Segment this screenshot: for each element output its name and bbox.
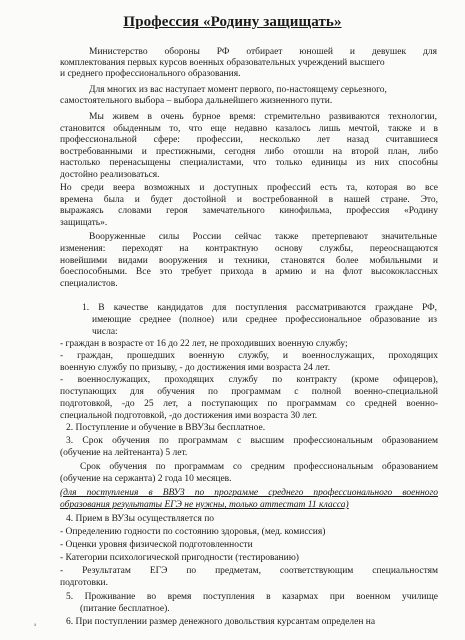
list-line: Срок обучения по программам со средним профессиональным образованием	[80, 462, 438, 472]
intro-line: настолько перенасыщены специалистами, что только единицы из них способны	[60, 158, 438, 168]
list-line: 4. Прием в ВУЗы осуществляется по	[66, 514, 215, 524]
list-line: имеющие среднее (полное) или среднее профессиональное образование из	[92, 315, 437, 325]
list-line: - граждан в возрасте от 16 до 22 лет, не проходивших военную службу;	[60, 339, 348, 349]
list-line: 3. Срок обучения по программам с высшим профессиональным образованием	[66, 436, 438, 446]
list-line: - граждан, прошедших военную службу, и военнослужащих, проходящих	[60, 351, 438, 361]
list-line: 6. При поступлении размер денежного довольствия курсантам определен на	[66, 617, 376, 627]
intro-line: востребованными и престижными, сегодня либо отошли на второй план, либо	[60, 147, 438, 157]
intro-line: Вооруженные силы России сейчас также претерпевают значительные	[89, 232, 437, 242]
intro-line: Мы живем в очень бурное время: стремительно развиваются технологии,	[89, 112, 437, 122]
corner-mark: ª	[34, 622, 37, 631]
intro-line: Министерство обороны РФ отбирает юношей и девушек для	[89, 47, 437, 57]
list-line: - военнослужащих, проходящих службу по контракту (кроме офицеров),	[60, 375, 438, 385]
intro-line: времена была и будет достойной и востребованной в нашей стране. Это,	[60, 195, 438, 205]
list-line-note: образования результаты ЕГЭ не нужны, только аттестат 11 класса)	[60, 500, 349, 510]
list-line: 2. Поступление и обучение в ВВУЗы бесплатное.	[66, 423, 266, 433]
intro-line: комплектования первых курсов военных образовательных учреждений высшего	[60, 58, 385, 68]
list-line: (обучение на сержанта) 2 года 10 месяцев.	[60, 474, 232, 484]
intro-line: новейшими видами вооружения и техники, становятся более мобильными и	[60, 256, 438, 266]
list-line: поступающих для обучения по программам с полной военно-специальной	[60, 387, 438, 397]
list-line: - Оценки уровня физической подготовленности	[60, 540, 253, 550]
intro-line: Для многих из вас наступает момент первого, по-настоящему серьезного,	[89, 85, 387, 95]
list-line: (питание бесплатное).	[80, 604, 170, 614]
intro-line: защищать».	[60, 218, 108, 228]
list-line: 1. В качестве кандидатов для поступления рассматриваются граждане РФ,	[82, 303, 437, 313]
intro-line: достойно реализоваться.	[60, 170, 160, 180]
page-title: Профессия «Родину защищать»	[123, 14, 342, 30]
intro-line: и среднего профессионального образования.	[60, 69, 241, 79]
intro-line: боеспособными. Все это требует прихода в армию и на флот высококлассных	[60, 267, 438, 277]
list-line-note: (для поступления в ВВУЗ по программе среднего профессионального военного	[60, 488, 438, 498]
intro-line: самостоятельного выбора – выбора дальнейшего жизненного пути.	[60, 96, 333, 106]
intro-line: становится обыденным то, что еще недавно казалось лишь мечтой, также и в	[60, 124, 438, 134]
intro-line: Но среди веера возможных и доступных профессий есть та, которая во все	[60, 183, 438, 193]
list-line: 5. Проживание во время поступления в казармах при военном училище	[66, 592, 438, 602]
intro-line: выражаясь словами героя замечательного кинофильма, профессия «Родину	[60, 206, 438, 216]
list-line: (обучение на лейтенанта) 5 лет.	[60, 448, 188, 458]
intro-line: специалистов.	[60, 279, 118, 289]
list-line: военную службу по призыву, - до достижения ими возраста 24 лет.	[60, 363, 330, 373]
list-line: - Результатам ЕГЭ по предметам, соответствующим специальностям	[60, 566, 438, 576]
list-line: специальной подготовкой, -до достижения ими возраста 30 лет.	[60, 411, 318, 421]
intro-line: изменения: переходят на контрактную основу службы, переоснащаются	[60, 244, 438, 254]
list-line: подготовки.	[60, 578, 109, 588]
list-line: - Определению годности по состоянию здоровья, (мед. комиссия)	[60, 527, 326, 537]
list-line: числа:	[92, 327, 118, 337]
intro-line: профессиональной сфере: профессии, несколько лет назад считавшиеся	[60, 135, 438, 145]
list-line: - Категории психологической пригодности (тестированию)	[60, 553, 299, 563]
list-line: подготовкой, -до 25 лет, а поступающих по программам со средней военно-	[60, 399, 438, 409]
